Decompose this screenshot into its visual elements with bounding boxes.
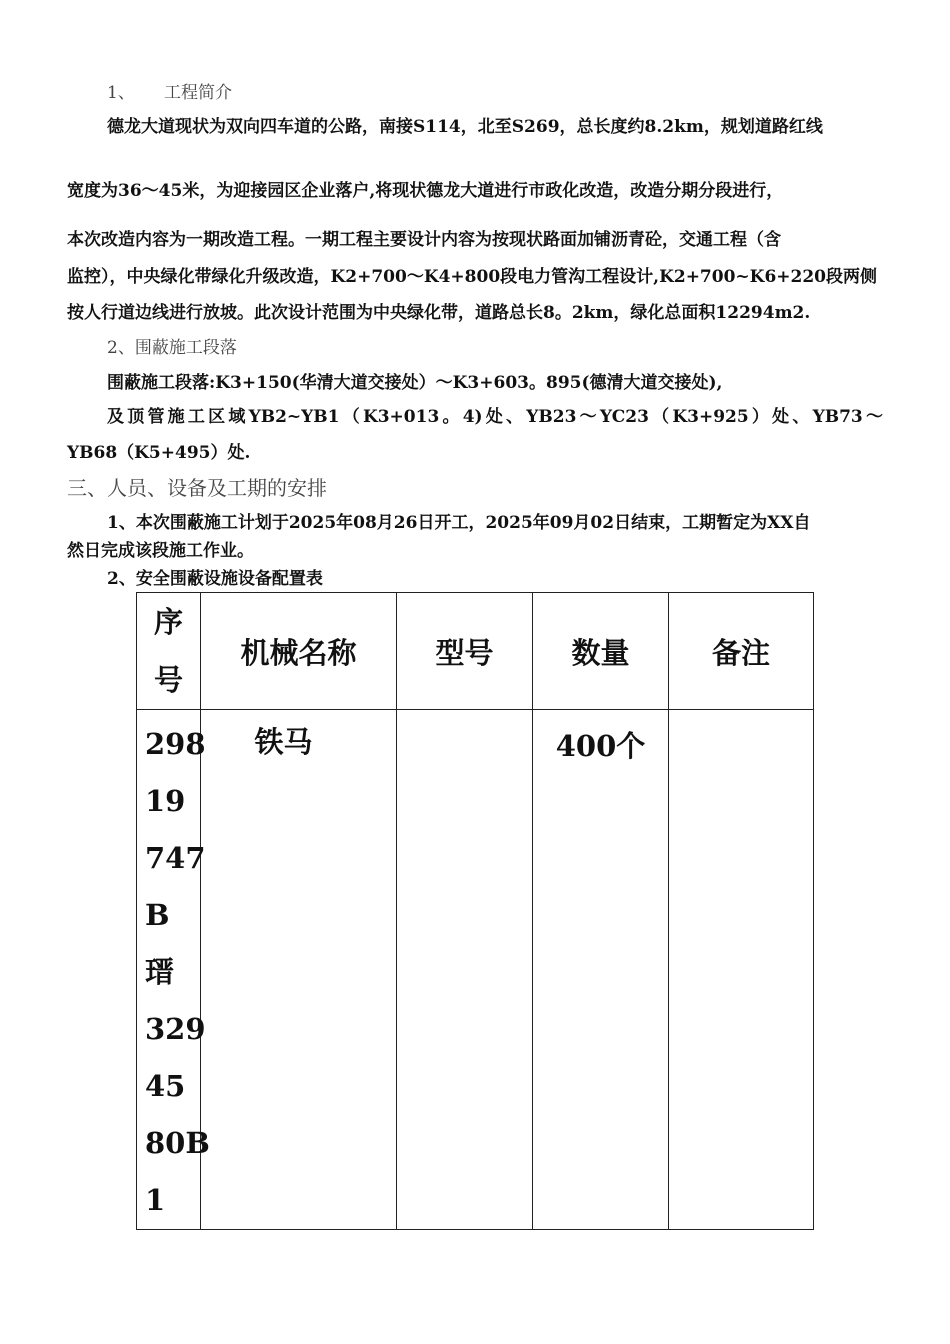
paragraph-line: 1、本次围蔽施工计划于2025年08月26日开工，2025年09月02日结束，工期暂定为XX自 [107,513,811,533]
section1-heading-number: 1、 [107,83,135,103]
section1-heading: 工程简介 [164,83,232,103]
paragraph-line: 按人行道边线进行放坡。此次设计范围为中央绿化带，道路总长8。2km，绿化总面积12294m2. [67,303,811,323]
table-header-row [137,593,814,710]
section3-heading: 三、人员、设备及工期的安排 [67,476,327,500]
cell-name: 铁马 [201,710,397,1230]
paragraph-line: 德龙大道现状为双向四车道的公路，南接S114，北至S269，总长度约8.2km，规划道路红线 [107,117,823,137]
paragraph-line: YB68（K5+495）处. [67,443,251,463]
cell-seq [137,710,210,1230]
seq-line: 329 [145,1012,206,1046]
header-seq-line: 号 [153,663,183,697]
seq-line: 80B [145,1126,210,1160]
paragraph-line: 宽度为36～45米，为迎接园区企业落户,将现状德龙大道进行市政化改造，改造分期分段进行， [67,181,784,201]
seq-line: 747 [145,841,206,875]
paragraph-line: 本次改造内容为一期改造工程。一期工程主要设计内容为按现状路面加铺沥青砼，交通工程（含 [67,230,781,250]
seq-line: 45 [145,1069,186,1103]
paragraph-line: 然日完成该段施工作业。 [67,541,254,561]
seq-line: 瑨 [145,955,175,989]
header-name: 机械名称 [201,593,397,710]
header-model: 型号 [397,593,533,710]
seq-line: 1 [145,1183,166,1217]
header-seq [137,593,201,710]
paragraph-line: 监控），中央绿化带绿化升级改造，K2+700～K4+800段电力管沟工程设计,K2+700~K6+220段两侧 [67,267,877,287]
seq-line: 298 [145,727,206,761]
header-quantity: 数量 [533,593,669,710]
header-seq-line: 序 [153,605,183,639]
table-row [137,710,814,1230]
paragraph-line: 及顶管施工区域YB2~YB1（K3+013。4)处、YB23～YC23（K3+925）处、YB73～ [107,407,883,427]
table-caption: 2、安全围蔽设施设备配置表 [107,569,323,589]
cell-quantity: 400个 [533,710,669,1230]
paragraph-line: 围蔽施工段落:K3+150(华清大道交接处）～K3+603。895(德清大道交接处), [107,373,723,393]
cell-remark [669,710,814,1230]
seq-line: 19 [145,784,186,818]
section2-heading: 2、围蔽施工段落 [107,338,237,358]
equipment-table [136,592,814,1230]
cell-model [397,710,533,1230]
seq-line: B [145,898,170,932]
header-remark: 备注 [669,593,814,710]
